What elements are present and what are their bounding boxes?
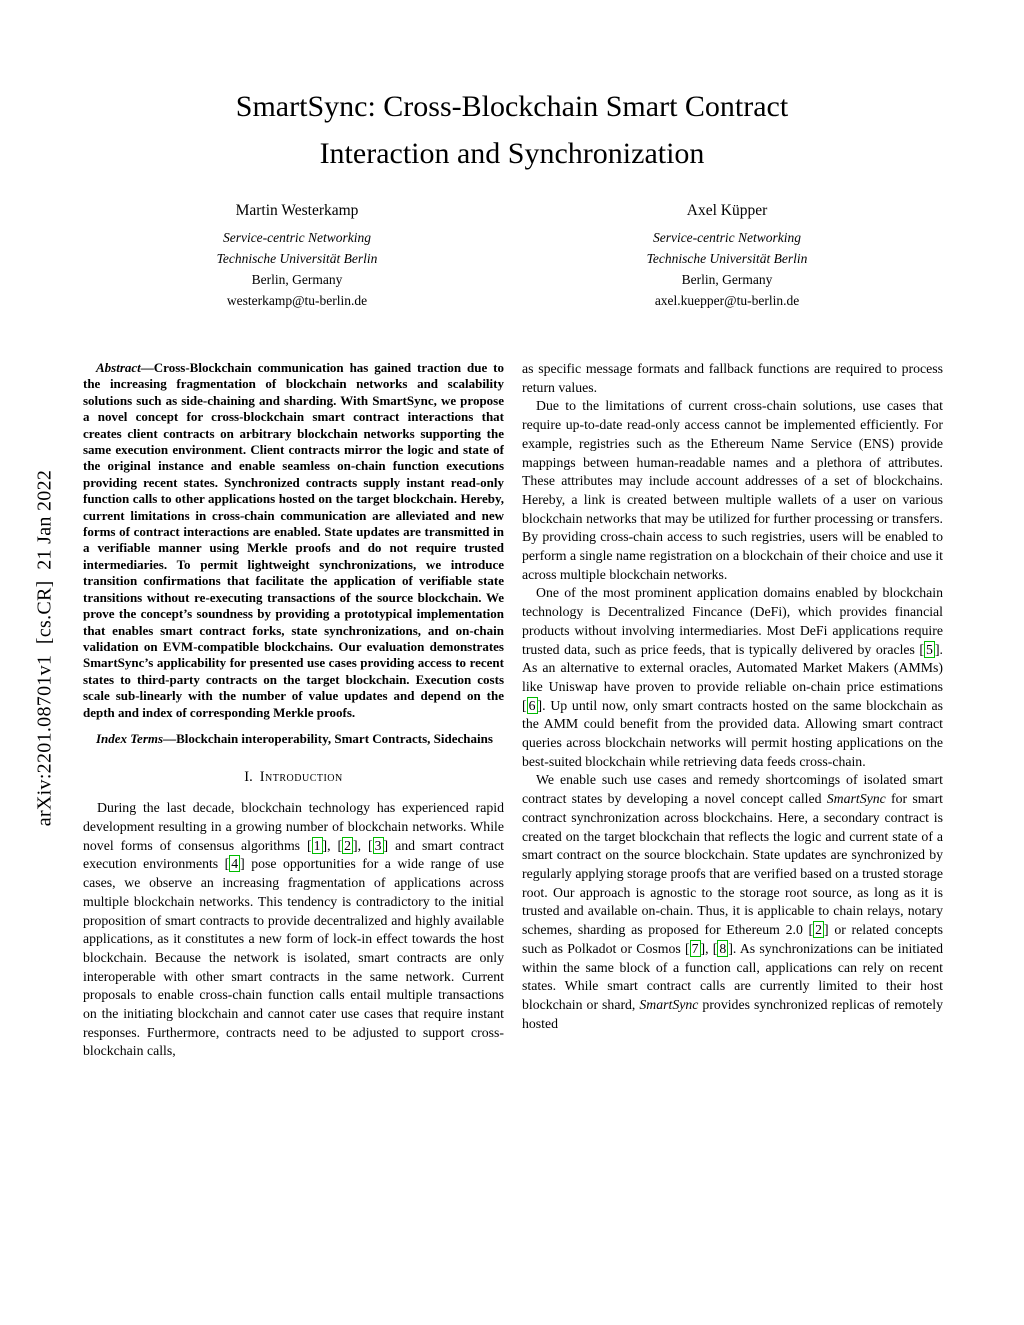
paragraph: Due to the limitations of current cross-chain solutions, use cases that require up-to-date read-only access cannot be implemented efficiently. For example, registries such as the Ethereum Name Service (ENS) provide mappings between human-readable names and a plethora of attributes. These attributes may include account addresses of a set of blockchains. Hereby, a link is created between multiple wallets of a user on various blockchain networks that may be utilized for further processing or transfers. By providing cross-chain access to such registries, users will be enabled to perform a single name registration on a blockchain of their choice and use it across multiple blockchain networks. xyxy=(522,398,943,582)
citation-link[interactable]: 5 xyxy=(926,641,933,657)
author-email: westerkamp@tu-berlin.de xyxy=(226,293,368,308)
citation-link[interactable]: 2 xyxy=(344,837,352,853)
citation-link[interactable]: 8 xyxy=(719,940,727,956)
emphasized-text: SmartSync xyxy=(826,791,886,807)
index-terms-label: Index Terms xyxy=(96,730,164,746)
emphasized-text: SmartSync xyxy=(639,996,699,1012)
section-number: I. xyxy=(244,769,253,786)
abstract xyxy=(83,360,504,721)
author-row xyxy=(82,202,942,311)
abstract-label: Abstract xyxy=(96,360,141,375)
citation-link[interactable]: 3 xyxy=(374,837,382,853)
paragraph: During the last decade, blockchain technology has experienced rapid development resulting in a growing number of blockchain networks. While novel forms of consensus algorithms [ 1 ], [ 2 ], [ 3 ] and smart contract execution environments [ 4 ] pose opportunities for a wide range of use cases, we observe an increasing fragmentation of applications across multiple blockchain networks. This tendency is contradictory to the initial proposition of smart contracts to provide decentralized and highly available applications, as it constitutes a new form of lock-in effect towards the host blockchain. Because the network is isolated, smart contracts are only interoperable with other smart contracts in the same network. Current proposals to enable cross-chain function calls entail multiple transactions on the initiating blockchain and cannot cater use cases that require instant responses. Furthermore, contracts need to be adjusted to support cross-blockchain calls, xyxy=(83,800,504,1059)
paragraph: We enable such use cases and remedy shortcomings of isolated smart contract states by developing a novel concept called SmartSync for smart contract synchronization across blockchains. Here, a secondary contract is created on the target blockchain that reflects the logic and current state of a smart contract on the source blockchain. State updates are synchronized by regularly applying storage proofs that are verified based on a trusted storage root. Our approach is agnostic to the storage root source, as long as it is trusted and available on-chain. Thus, it is applicable to chain relays, notary schemes, sharding as proposed for Ethereum 2.0 [ 2 ] or related concepts such as Polkadot or Cosmos [ 7 ], [ 8 ]. As synchronizations can be initiated within the same block of a function call, applications can rely on recent states. While smart contract calls are currently limited to their host blockchain or shard, SmartSync provides synchronized replicas of remotely hosted xyxy=(522,772,943,1031)
paragraph: One of the most prominent application domains enabled by blockchain technology is Decentralized Fincance (DeFi), which provides financial products without involving intermediaries. Most DeFi applications require trusted data, such as price feeds, that is typically delivered by oracles [ 5 ]. As an alternative to external oracles, Automated Market Makers (AMMs) like Uniswap have proven to provide reliable on-chain price estimations [ 6 ]. Up until now, only smart contracts hosted on the same blockchain as the AMM could benefit from the provided data. Allowing smart contract queries across blockchain networks will permit hosting applications on the best-suited blockchain while retrieving data feeds cross-chain. xyxy=(522,585,943,769)
intro-paragraphs-right xyxy=(522,360,943,1033)
author-department: Service-centric Networking xyxy=(652,230,802,245)
paragraph: as specific message formats and fallback functions are required to process return values. xyxy=(522,361,943,395)
arxiv-watermark: arXiv:2201.08701v1 [cs.CR] 21 Jan 2022 xyxy=(33,469,56,827)
citation-link[interactable]: 6 xyxy=(528,697,536,713)
author-name: Axel Küpper xyxy=(686,202,768,219)
title-line-1: SmartSync: Cross-Blockchain Smart Contract xyxy=(235,90,789,123)
author-name: Martin Westerkamp xyxy=(235,202,359,219)
right-column xyxy=(522,360,943,1208)
section-title: Introduction xyxy=(259,769,343,786)
citation-link[interactable]: 7 xyxy=(691,940,699,956)
index-terms-text: —Blockchain interoperability, Smart Contracts, Sidechains xyxy=(163,730,493,746)
intro-paragraphs-left xyxy=(83,799,504,1061)
author-location: Berlin, Germany xyxy=(251,272,343,287)
author-email: axel.kuepper@tu-berlin.de xyxy=(654,293,800,308)
citation-link[interactable]: 4 xyxy=(231,856,239,872)
paper-title xyxy=(0,84,1024,177)
left-column xyxy=(83,360,504,1208)
author-university: Technische Universität Berlin xyxy=(646,251,808,266)
author-location: Berlin, Germany xyxy=(681,272,773,287)
author-block-2 xyxy=(512,202,942,311)
citation-link[interactable]: 1 xyxy=(313,837,321,853)
author-department: Service-centric Networking xyxy=(222,230,372,245)
index-terms xyxy=(83,731,504,747)
section-heading-introduction xyxy=(83,769,504,786)
title-line-2: Interaction and Synchronization xyxy=(319,136,705,170)
author-university: Technische Universität Berlin xyxy=(216,251,378,266)
author-block-1 xyxy=(82,202,512,311)
citation-link[interactable]: 2 xyxy=(815,922,823,938)
abstract-text: —Cross-Blockchain communication has gained traction due to the increasing fragmentation of blockchain networks and scalability solutions such as side-chaining and sharding. With SmartSync, we propose a novel concept for cross-blockchain smart contract interactions that creates client contracts on arbitrary blockchain networks supporting the same execution environment. Client contracts mirror the logic and state of the original instance and enable seamless on-chain function executions providing recent states. Synchronized contracts supply instant read-only function calls to other applications hosted on the target blockchain. Hereby, current limitations in cross-chain communication are alleviated and new forms of contract interactions are enabled. State updates are transmitted in a verifiable manner using Merkle proofs and do not require trusted intermediaries. To permit lightweight synchronizations, we introduce transition confirmations that facilitate the application of verifiable state transitions without re-executing transactions of the source blockchain. We prove the concept’s soundness by providing a prototypical implementation that enables smart contract forks, state synchronizations, and on-chain validation on EVM-compatible blockchains. Our evaluation demonstrates SmartSync’s applicability for presented use cases providing access to recent states to third-party contracts on the target blockchain. Execution costs scale sub-linearly with the number of value updates and depend on the depth and index of corresponding Merkle proofs. xyxy=(83,360,504,720)
